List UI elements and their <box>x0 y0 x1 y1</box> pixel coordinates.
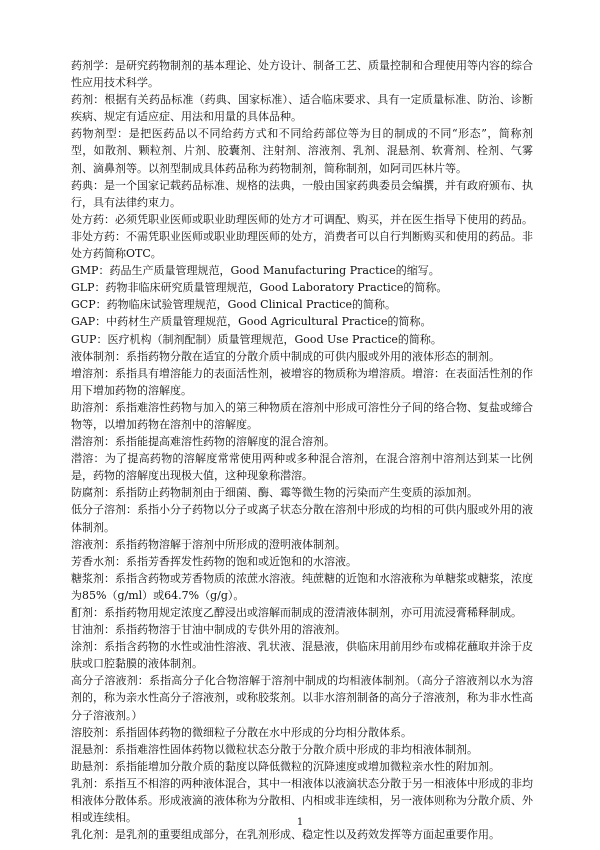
term-cosolvent: 潜溶剂：系指能提高难溶性药物的溶解度的混合溶剂。 <box>71 435 335 449</box>
term-emulsion: 乳剂：系指互不相溶的两种液体混合，其中一相液体以液滴状态分散于另一相液体中形成的非均相液体分散体系。形成液滴的液体称为分散相、内相或非连续相，另一液体则称为分散介质、外相或连续相。 <box>71 776 533 825</box>
term-liquid-preparation: 液体制剂：系指药物分散在适宜的分散介质中制成的可供内服或外用的液体形态的制剂。 <box>71 349 500 363</box>
term-glp: GLP：药物非临床研究质量管理规范，Good Laboratory Practice的简称。 <box>71 281 448 295</box>
term-hydrotropy-agent: 助溶剂：系指难溶性药物与加入的第三种物质在溶剂中形成可溶性分子间的络合物、复盐或缔合物等，以增加药物在溶剂中的溶解度。 <box>71 400 533 431</box>
term-medicament: 药剂：根据有关药品标准（药典、国家标准）、适合临床要求、具有一定质量标准、防治、诊断疾病、规定有适应症、用法和用量的具体品种。 <box>71 93 533 124</box>
term-tincture: 酊剂：系指药物用规定浓度乙醇浸出或溶解而制成的澄清液体制剂，亦可用流浸膏稀释制成。 <box>71 606 522 619</box>
term-suspending-agent: 助悬剂：系指能增加分散介质的黏度以降低微粒的沉降速度或增加微粒亲水性的附加剂。 <box>71 759 500 773</box>
term-prescription-drug: 处方药：必须凭职业医师或职业助理医师的处方才可调配、购买，并在医生指导下使用的药品。 <box>71 212 533 226</box>
term-paint: 涂剂：系指含药物的水性或油性溶液、乳状液、混悬液，供临床用前用纱布或棉花蘸取并涂于皮肤或口腔黏膜的液体制剂。 <box>71 640 533 671</box>
term-gap: GAP：中药材生产质量管理规范，Good Agricultural Practice的简称。 <box>71 315 432 329</box>
term-polymer-solution: 高分子溶液剂：系指高分子化合物溶解于溶剂中制成的均相液体制剂。（高分子溶液剂以水为溶剂的，称为亲水性高分子溶液剂，或称胶浆剂。以非水溶剂制备的高分子溶液剂，称为非水性高分子溶液剂。） <box>71 674 533 722</box>
term-pharmacopoeia: 药典：是一个国家记载药品标准、规格的法典，一般由国家药典委员会编撰，并有政府颁布、执行，具有法律约束力。 <box>71 178 533 209</box>
term-preservative: 防腐剂：系指防止药物制剂由于细菌、酶、霉等微生物的污染而产生变质的添加剂。 <box>71 486 478 500</box>
term-glycerin: 甘油剂：系指药物溶于甘油中制成的专供外用的溶液剂。 <box>71 623 346 637</box>
term-syrup: 糖浆剂：系指含药物或芳香物质的浓蔗水溶液。纯蔗糖的近饱和水溶液称为单糖浆或糖浆，浓度为85%（g/ml）或64.7%（g/g）。 <box>71 571 533 602</box>
term-gup: GUP：医疗机构（制剂配制）质量管理规范，Good Use Practice的简称。 <box>71 332 442 346</box>
term-gcp: GCP：药物临床试验管理规范，Good Clinical Practice的简称。 <box>71 298 396 312</box>
term-sol: 溶胶剂：系指固体药物的微细粒子分散在水中形成的分均相分散体系。 <box>71 725 412 739</box>
term-otc-drug: 非处方药：不需凭职业医师或职业助理医师的处方，消费者可以自行判断购买和使用的药品。非处方药简称OTC。 <box>71 229 533 261</box>
term-solubilizer: 增溶剂：系指具有增溶能力的表面活性剂，被增容的物质称为增溶质。增溶：在表面活性剂的作用下增加药物的溶解度。 <box>71 366 533 397</box>
term-gmp: GMP：药品生产质量管理规范，Good Manufacturing Practice的缩写。 <box>71 264 440 278</box>
term-solution: 溶液剂：系指药物溶解于溶剂中所形成的澄明液体制剂。 <box>71 537 346 551</box>
term-emulsifier: 乳化剂：是乳剂的重要组成部分，在乳剂形成、稳定性以及药效发挥等方面起重要作用。 <box>71 828 500 842</box>
term-aromatic-water: 芳香水剂：系指芳香挥发性药物的饱和或近饱和的水溶液。 <box>71 554 357 568</box>
glossary-content <box>71 57 533 843</box>
term-suspension: 混悬剂：系指难溶性固体药物以微粒状态分散于分散介质中形成的非均相液体制剂。 <box>71 742 478 756</box>
term-cosolvency: 潜溶：为了提高药物的溶解度常常使用两种或多种混合溶剂，在混合溶剂中溶剂达到某一比例是，药物的溶解度出现极大值，这种现象称潜溶。 <box>71 452 533 483</box>
term-low-molecular-solution: 低分子溶剂：系指小分子药物以分子或离子状态分散在溶剂中形成的均相的可供内服或外用的液体制剂。 <box>71 503 533 534</box>
term-dosage-form: 药物剂型：是把医药品以不同给药方式和不同给药部位等为目的制成的不同“形态”，简称剂型，如散剂、颗粒剂、片剂、胶囊剂、注射剂、溶液剂、乳剂、混悬剂、软膏剂、栓剂、气雾剂、滴鼻剂等。以剂型制成具体药品称为药物制剂，简称制剂，如阿司匹林片等。 <box>71 127 533 175</box>
term-pharmaceutics: 药剂学：是研究药物制剂的基本理论、处方设计、制备工艺、质量控制和合理使用等内容的综合性应用技术科学。 <box>71 59 533 90</box>
page-number: 1 <box>296 817 304 828</box>
